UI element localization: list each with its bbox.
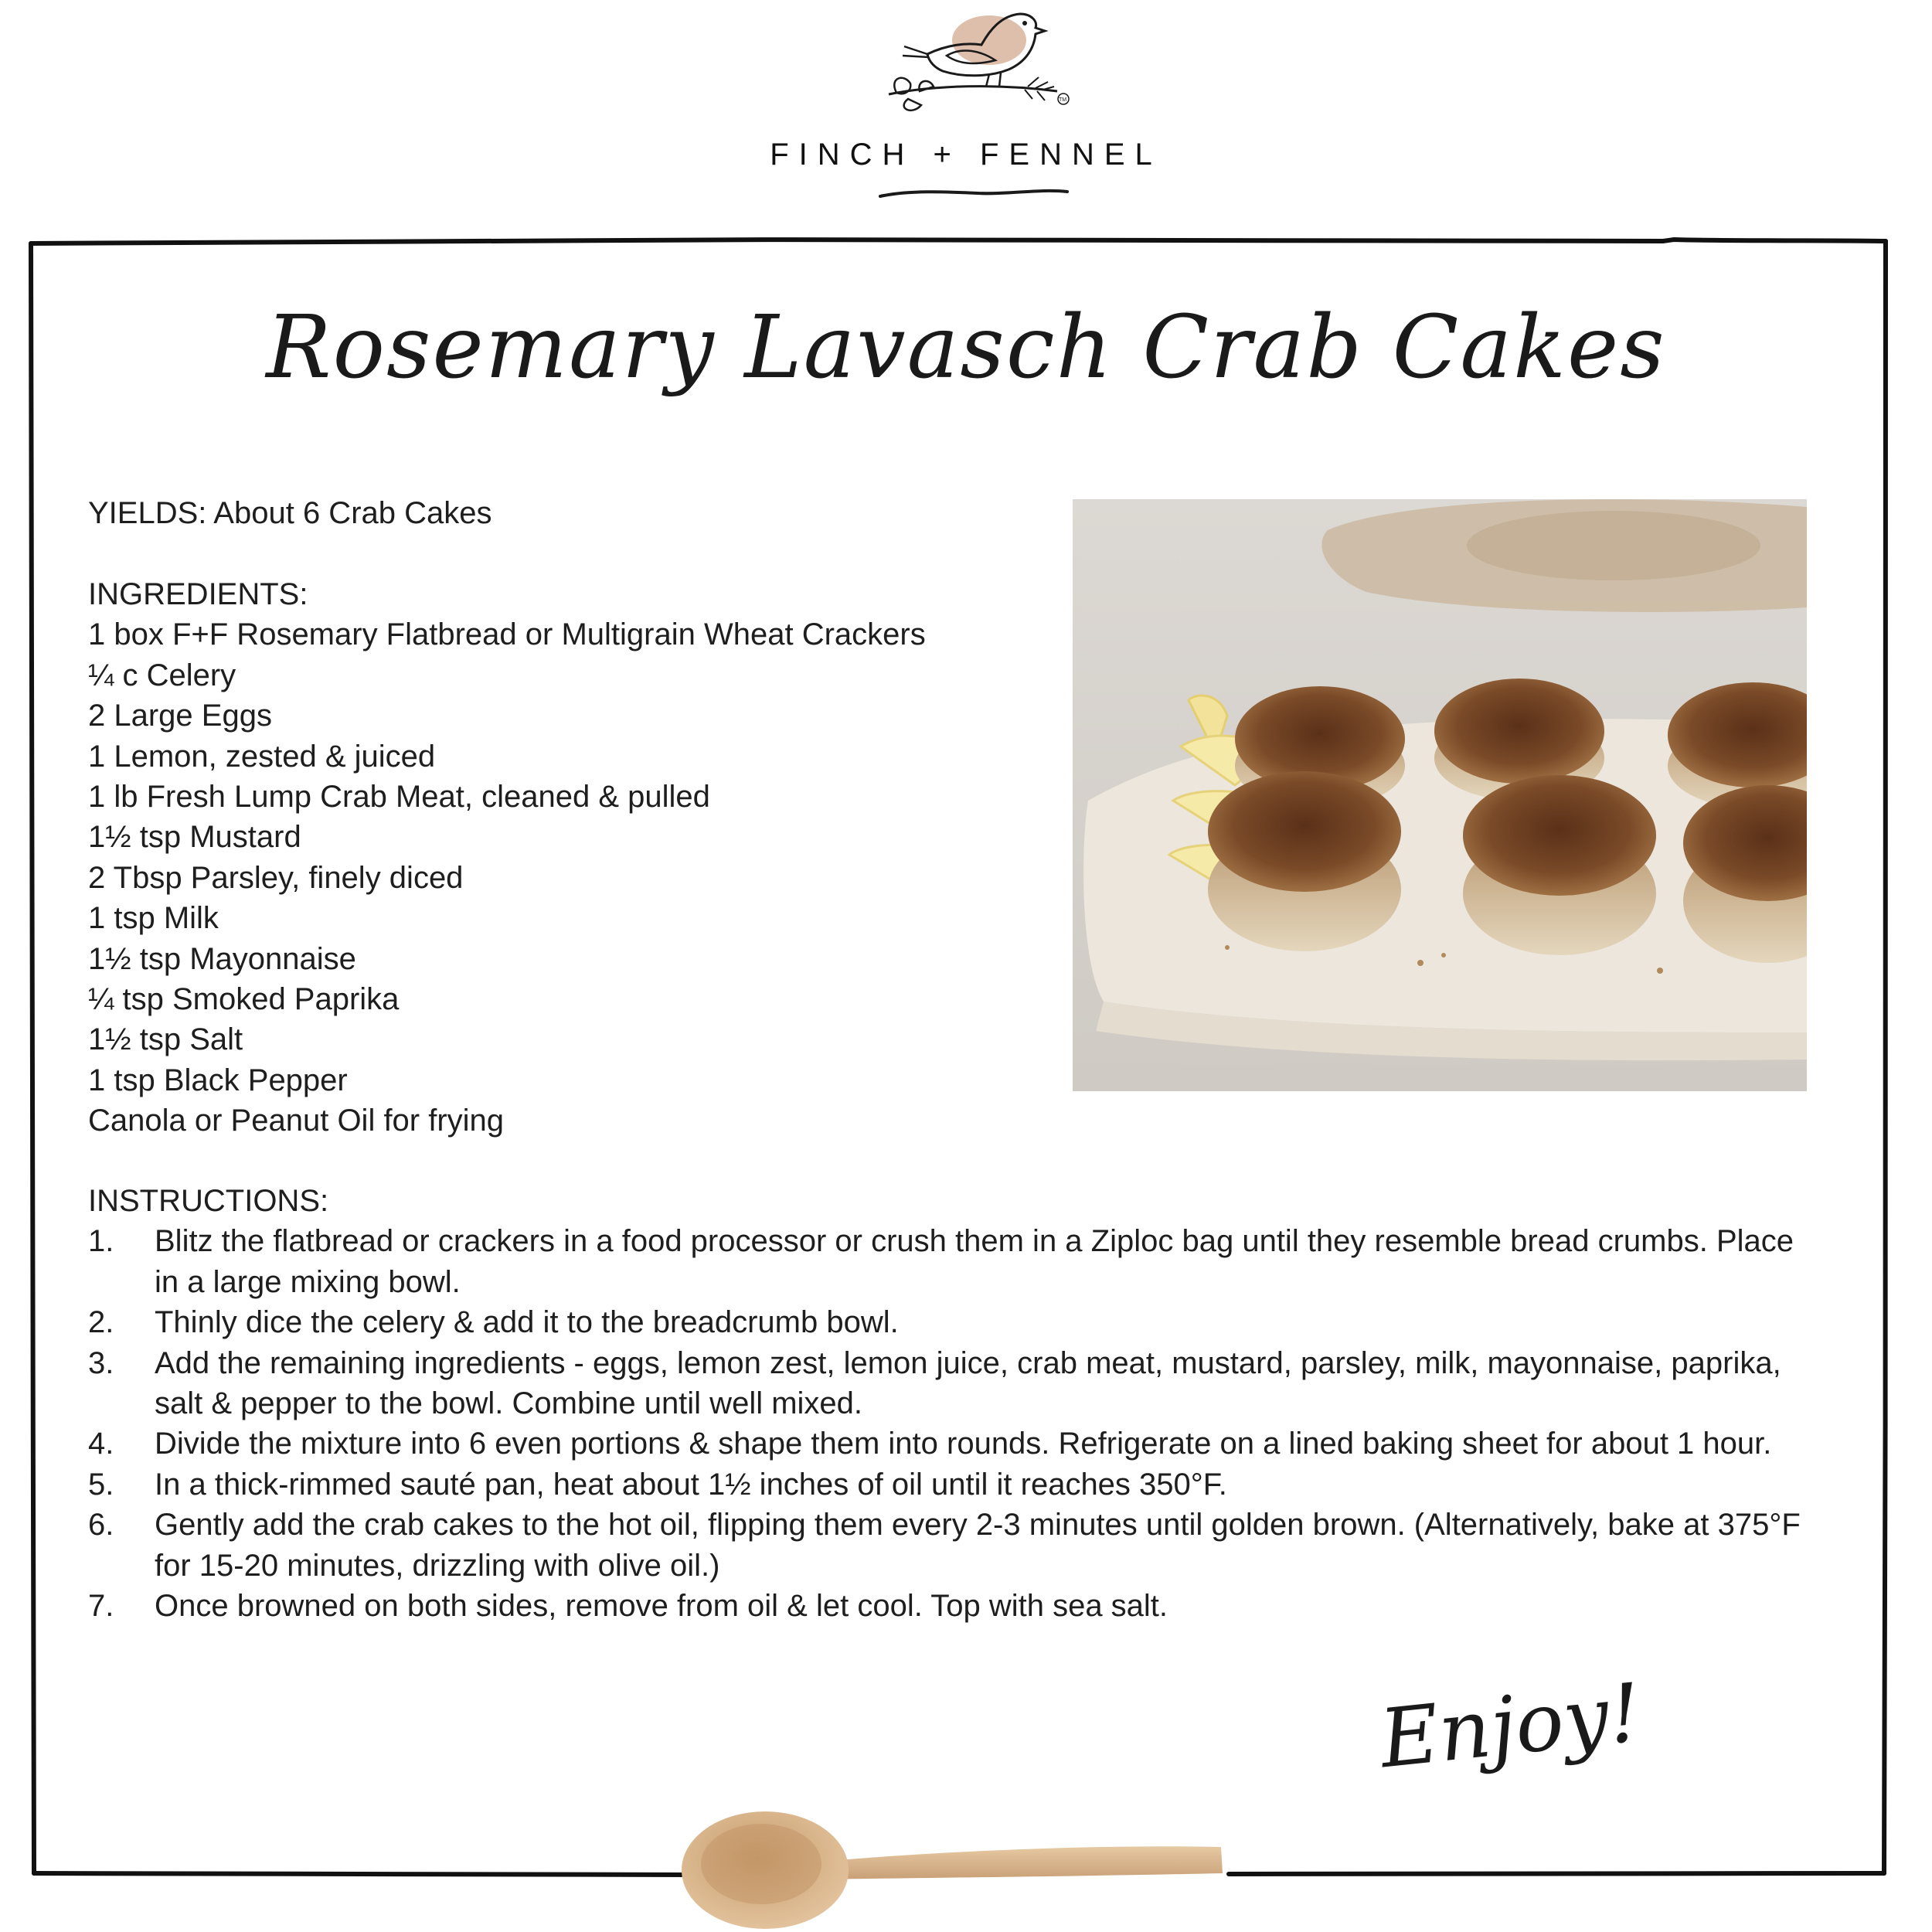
step-number: 2. xyxy=(88,1305,114,1340)
ingredients-heading: INGREDIENTS: xyxy=(88,577,308,611)
ingredient-item: 1½ tsp Mustard xyxy=(88,820,301,855)
instruction-step xyxy=(88,1221,1811,1302)
instruction-step xyxy=(88,1302,1811,1342)
step-text: Thinly dice the celery & add it to the breadcrumb bowl. xyxy=(155,1305,899,1340)
step-number: 1. xyxy=(88,1224,114,1259)
finch-logo-icon xyxy=(873,0,1074,124)
instruction-step xyxy=(88,1464,1811,1505)
ingredient-item: ¼ tsp Smoked Paprika xyxy=(88,982,400,1017)
instructions-list xyxy=(88,1221,1811,1626)
brand-underline-flourish xyxy=(877,184,1070,202)
ingredient-item: 2 Large Eggs xyxy=(88,699,272,733)
wooden-spoon-icon xyxy=(680,1793,1236,1932)
brand-header xyxy=(0,0,1932,209)
instruction-step xyxy=(88,1586,1811,1626)
step-text: Add the remaining ingredients - eggs, lemon zest, lemon juice, crab meat, mustard, parsley, milk, mayonnaise, paprika, salt & pepper to the bowl. Combine until well mixed. xyxy=(155,1345,1781,1421)
yields-line: YIELDS: About 6 Crab Cakes xyxy=(88,496,492,530)
ingredient-item: 1½ tsp Salt xyxy=(88,1022,243,1057)
instruction-step xyxy=(88,1505,1811,1586)
step-text: Blitz the flatbread or crackers in a food processor or crush them in a Ziploc bag until they resemble bread crumbs. Place in a large mixing bowl. xyxy=(155,1224,1794,1299)
instructions-heading: INSTRUCTIONS: xyxy=(88,1184,329,1218)
ingredient-item: 1 tsp Milk xyxy=(88,901,219,936)
ingredient-item: 1½ tsp Mayonnaise xyxy=(88,941,356,976)
ingredients-list xyxy=(88,614,926,1141)
instruction-step xyxy=(88,1343,1811,1424)
ingredient-item: 1 Lemon, zested & juiced xyxy=(88,739,436,774)
ingredient-item: Canola or Peanut Oil for frying xyxy=(88,1104,505,1138)
recipe-title: Rosemary Lavasch Crab Cakes xyxy=(266,298,1666,398)
step-text: Gently add the crab cakes to the hot oil, flipping them every 2-3 minutes until golden brown. (Alternatively, bake at 375°F for 15-20 minutes, drizzling with olive oil.) xyxy=(155,1508,1801,1583)
step-text: In a thick-rimmed sauté pan, heat about 1½ inches of oil until it reaches 350°F. xyxy=(155,1467,1227,1502)
step-text: Once browned on both sides, remove from oil & let cool. Top with sea salt. xyxy=(155,1589,1168,1624)
crab-cakes-photo xyxy=(1073,499,1807,1091)
ingredient-item: 1 box F+F Rosemary Flatbread or Multigrain Wheat Crackers xyxy=(88,617,926,652)
enjoy-signoff: Enjoy! xyxy=(1376,1665,1646,1787)
step-number: 7. xyxy=(88,1589,114,1624)
brand-name: FINCH + FENNEL xyxy=(770,138,1162,172)
ingredient-item: 2 Tbsp Parsley, finely diced xyxy=(88,860,464,895)
ingredient-item: 1 tsp Black Pepper xyxy=(88,1063,348,1097)
ingredients-section xyxy=(88,574,926,1141)
step-number: 6. xyxy=(88,1508,114,1543)
ingredient-item: 1 lb Fresh Lump Crab Meat, cleaned & pulled xyxy=(88,780,710,815)
instruction-step xyxy=(88,1423,1811,1464)
trademark-mark: TM xyxy=(1059,97,1067,103)
ingredient-item: ¼ c Celery xyxy=(88,658,236,692)
step-text: Divide the mixture into 6 even portions & shape them into rounds. Refrigerate on a lined baking sheet for about 1 hour. xyxy=(155,1427,1772,1461)
step-number: 4. xyxy=(88,1427,114,1461)
step-number: 5. xyxy=(88,1467,114,1502)
step-number: 3. xyxy=(88,1345,114,1380)
instructions-section xyxy=(88,1181,1811,1626)
